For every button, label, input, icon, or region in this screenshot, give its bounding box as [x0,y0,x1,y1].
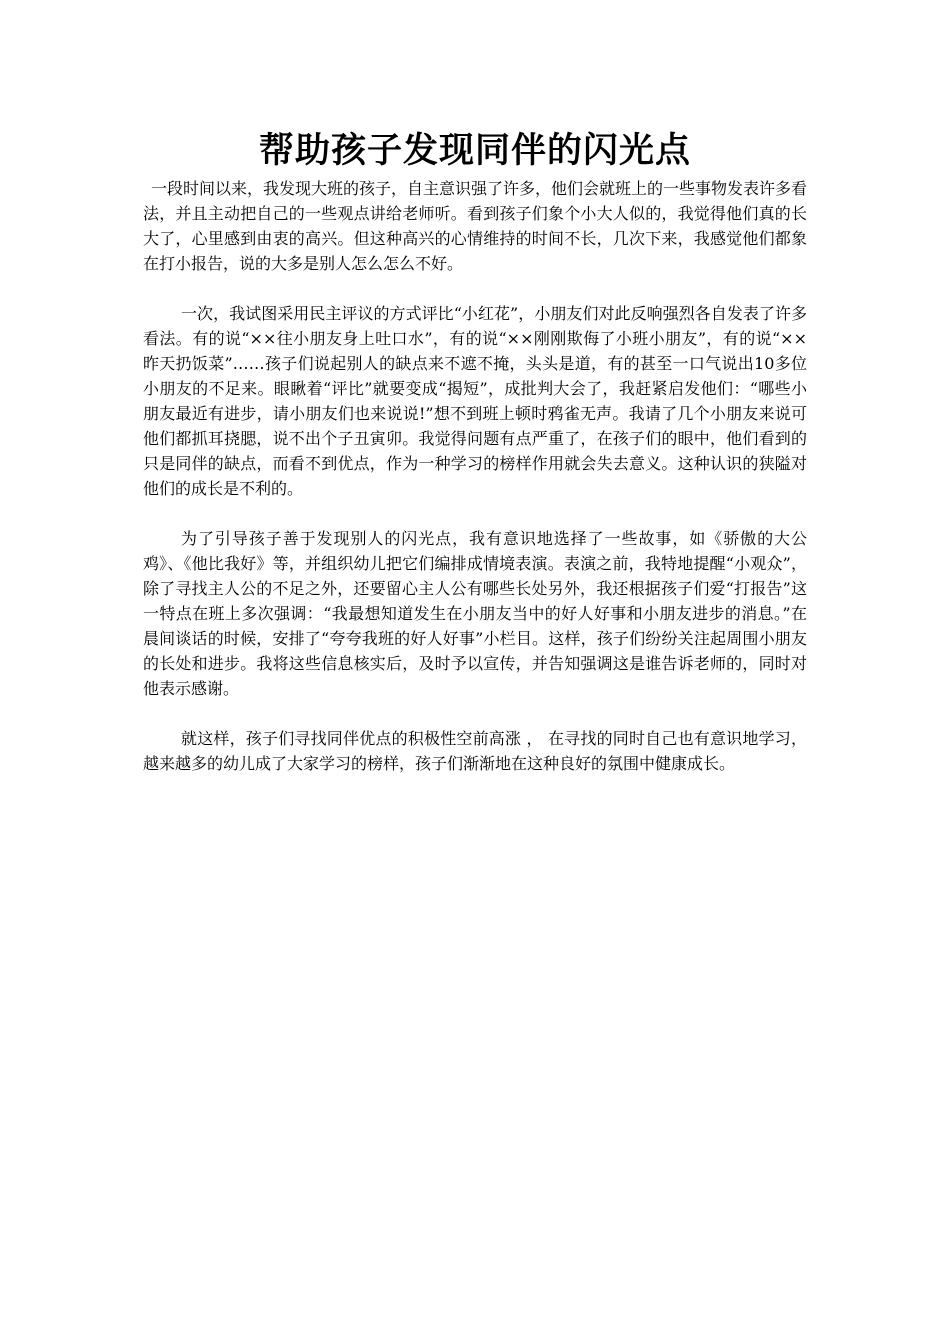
paragraph-2: 一次，我试图采用民主评议的方式评比“小红花”，小朋友们对此反响强烈各自发表了许多看法。有的说“××往小朋友身上吐口水”，有的说“××刚刚欺侮了小班小朋友”，有的说“××昨天扔饭菜”……孩子们说起别人的缺点来不遮不掩，头头是道，有的甚至一口气说出10多位小朋友的不足来。眼瞅着“评比”就要变成“揭短”，成批判大会了，我赶紧启发他们：“哪些小朋友最近有进步，请小朋友们也来说说!”想不到班上顿时鸦雀无声。我请了几个小朋友来说可他们都抓耳挠腮，说不出个子丑寅卯。我觉得问题有点严重了，在孩子们的眼中，他们看到的只是同伴的缺点，而看不到优点，作为一种学习的榜样作用就会失去意义。这种认识的狭隘对他们的成长是不利的。 [143,304,807,498]
paragraph-1: 一段时间以来，我发现大班的孩子，自主意识强了许多，他们会就班上的一些事物发表许多看法，并且主动把自己的一些观点讲给老师听。看到孩子们象个小大人似的，我觉得他们真的长大了，心里感到由衷的高兴。但这种高兴的心情维持的时间不长，几次下来，我感觉他们都象在打小报告，说的大多是别人怎么怎么不好。 [143,179,808,273]
paragraph-3: 为了引导孩子善于发现别人的闪光点，我有意识地选择了一些故事，如《骄傲的大公鸡》、《他比我好》等，并组织幼儿把它们编排成情境表演。表演之前，我特地提醒“小观众”，除了寻找主人公的不足之外，还要留心主人公有哪些长处另外，我还根据孩子们爱“打报告”这一特点在班上多次强调：“我最想知道发生在小朋友当中的好人好事和小朋友进步的消息。”在晨间谈话的时候，安排了“夸夸我班的好人好事”小栏目。这样，孩子们纷纷关注起周围小朋友的长处和进步。我将这些信息核实后，及时予以宣传，并告知强调这是谁告诉老师的，同时对他表示感谢。 [143,529,807,698]
paragraph-gap [143,276,807,301]
paragraph-4: 就这样，孩子们寻找同伴优点的积极性空前高涨 ， 在寻找的同时自己也有意识地学习，越来越多的幼儿成了大家学习的榜样，孩子们渐渐地在这种良好的氛围中健康成长。 [143,729,807,773]
paragraph-gap [143,701,807,726]
document-body [143,126,807,776]
paragraph-gap [143,501,807,526]
document-title: 帮助孩子发现同伴的闪光点 [258,130,691,171]
